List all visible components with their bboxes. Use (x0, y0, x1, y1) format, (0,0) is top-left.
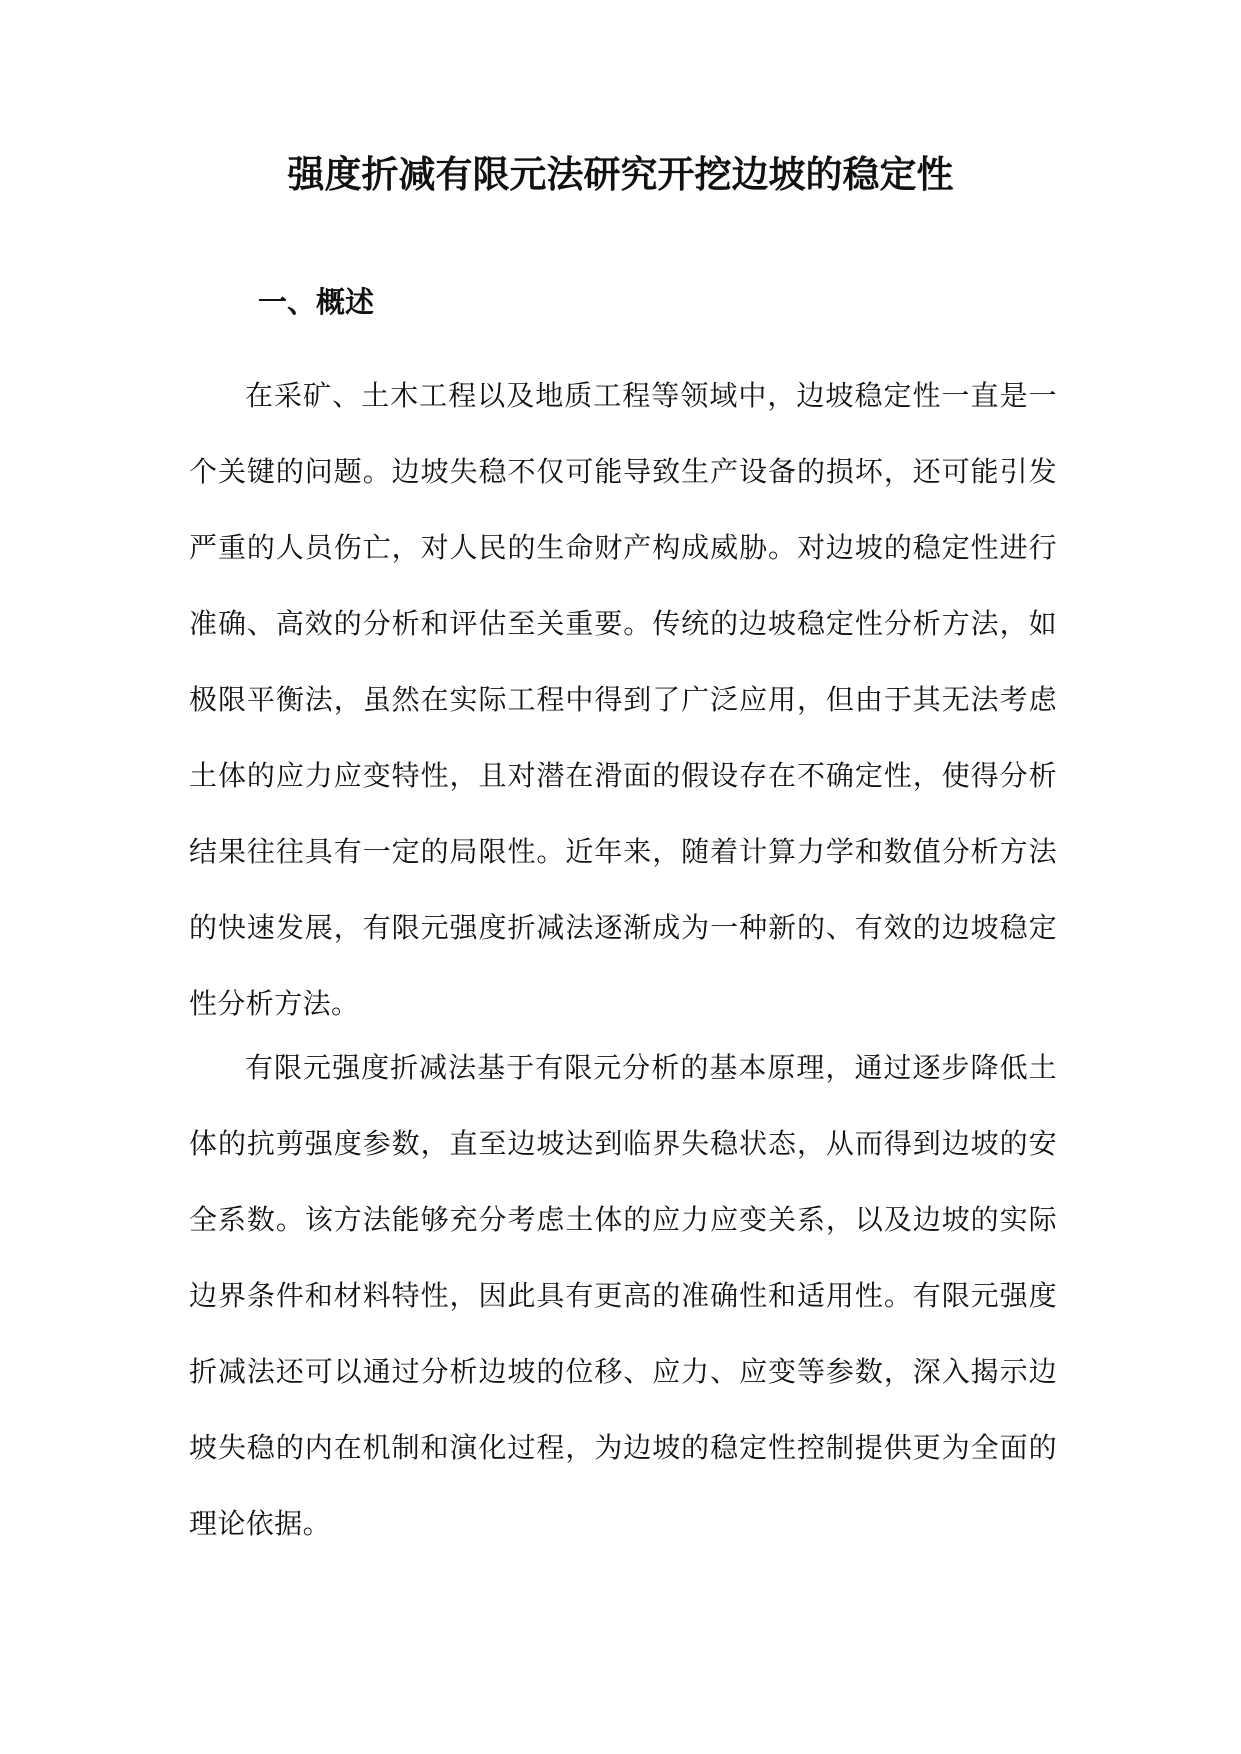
section-heading: 一、概述 (258, 285, 375, 319)
document-title: 强度折减有限元法研究开挖边坡的稳定性 (287, 153, 954, 196)
paragraph: 在采矿、土木工程以及地质工程等领域中，边坡稳定性一直是一个关键的问题。边坡失稳不仅可能导致生产设备的损坏，还可能引发严重的人员伤亡，对人民的生命财产构成威胁。对边坡的稳定性进行准确、高效的分析和评估至关重要。传统的边坡稳定性分析方法，如极限平衡法，虽然在实际工程中得到了广泛应用，但由于其无法考虑土体的应力应变特性，且对潜在滑面的假设存在不确定性，使得分析结果往往具有一定的局限性。近年来，随着计算力学和数值分析方法的快速发展，有限元强度折减法逐渐成为一种新的、有效的边坡稳定性分析方法。 (189, 379, 1057, 1020)
paragraph: 有限元强度折减法基于有限元分析的基本原理，通过逐步降低土体的抗剪强度参数，直至边坡达到临界失稳状态，从而得到边坡的安全系数。该方法能够充分考虑土体的应力应变关系，以及边坡的实际边界条件和材料特性，因此具有更高的准确性和适用性。有限元强度折减法还可以通过分析边坡的位移、应力、应变等参数，深入揭示边坡失稳的内在机制和演化过程，为边坡的稳定性控制提供更为全面的理论依据。 (189, 1051, 1057, 1540)
